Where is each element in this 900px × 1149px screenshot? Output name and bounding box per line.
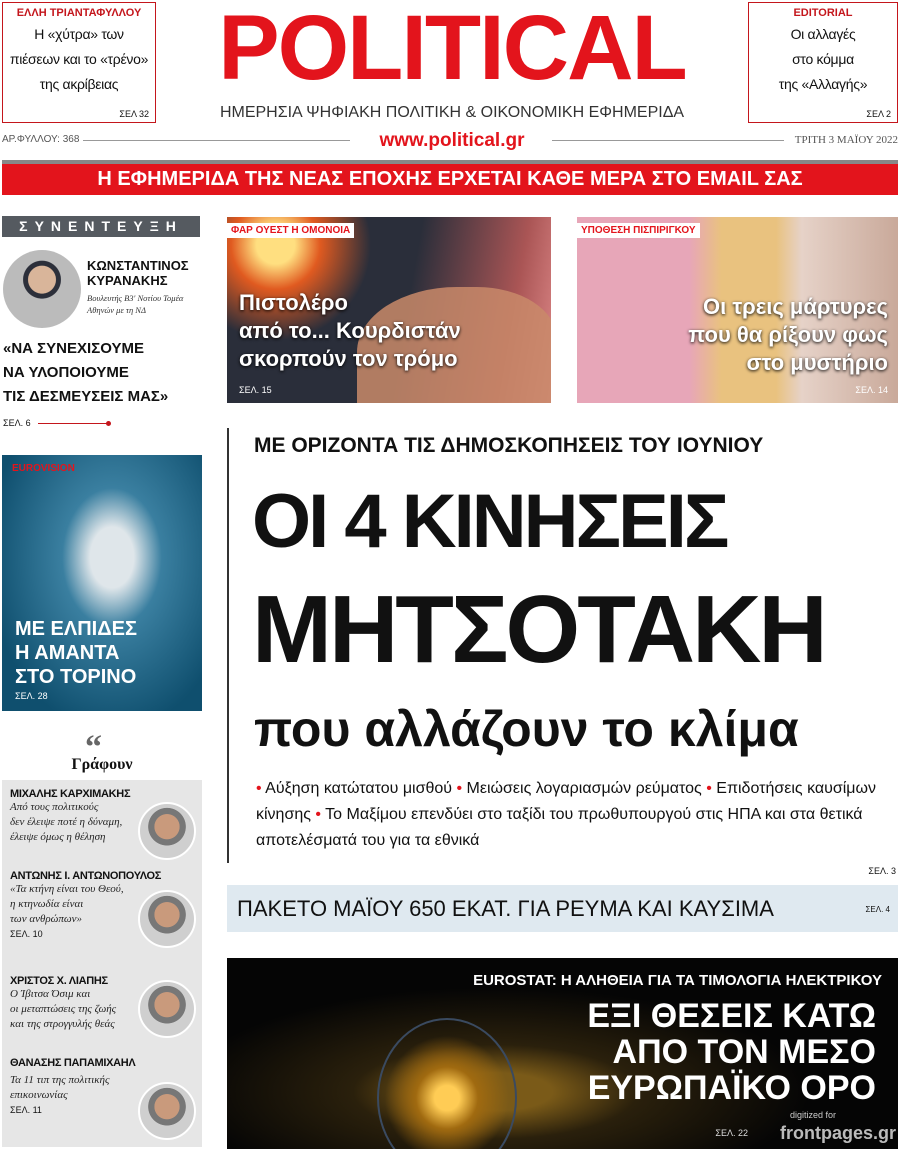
quote-mark-icon: “: [85, 729, 102, 766]
writer-name: ΧΡΙΣΤΟΣ Χ. ΛΙΑΠΗΣ: [10, 975, 108, 987]
interviewee-avatar: [3, 250, 81, 328]
newspaper-logo: POLITICAL: [218, 0, 686, 99]
role-line: Αθηνών με τη ΝΔ: [87, 305, 146, 315]
headline-line: ΕΥΡΩΠΑΪΚΟ ΟΡΟ: [587, 1069, 876, 1107]
writers-title: Γράφουν: [71, 756, 133, 773]
writer-line: η κτηνωδία είναι: [10, 898, 84, 910]
name-line: ΚΩΝΣΤΑΝΤΙΝΟΣ: [87, 258, 189, 273]
lead-bullets: [256, 776, 892, 854]
headline-line: που θα ρίξουν φως: [688, 322, 888, 347]
quote-line: ΤΙΣ ΔΕΣΜΕΥΣΕΙΣ ΜΑΣ»: [3, 388, 169, 405]
interview-quote[interactable]: [3, 337, 168, 409]
divider: [38, 423, 108, 424]
writer-name: ΘΑΝΑΣΗΣ ΠΑΠΑΜΙΧΑΗΛ: [10, 1057, 136, 1069]
site-url[interactable]: www.political.gr: [379, 130, 525, 151]
issue-number: ΑΡ.ΦΥΛΛΟΥ: 368: [2, 134, 83, 145]
eurovision-headline: [15, 617, 137, 689]
eurovision-page: ΣΕΛ. 28: [15, 691, 48, 701]
writer-item[interactable]: [10, 975, 116, 1032]
left-teaser-box[interactable]: [2, 2, 156, 123]
writer-avatar: [138, 1082, 196, 1140]
headline-line: στο μυστήριο: [746, 350, 888, 375]
interviewee-role: [87, 292, 183, 316]
story-tag: ΦΑΡ ΟΥΕΣΤ Η ΟΜΟΝΟΙΑ: [227, 223, 354, 238]
writer-avatar: [138, 980, 196, 1038]
writer-name: ΜΙΧΑΛΗΣ ΚΑΡΧΙΜΑΚΗΣ: [10, 788, 131, 800]
eurostat-page: ΣΕΛ. 22: [715, 1128, 748, 1138]
editorial-line: στο κόμμα: [792, 51, 854, 67]
bullet-icon: •: [315, 806, 321, 823]
bullet-icon: •: [456, 780, 463, 797]
writers-panel: [2, 780, 202, 1147]
bullet-icon: •: [706, 780, 712, 797]
email-banner[interactable]: Η ΕΦΗΜΕΡΙΔΑ ΤΗΣ ΝΕΑΣ ΕΠΟΧΗΣ ΕΡΧΕΤΑΙ ΚΑΘΕ ΜΕΡΑ ΣΤΟ EMAIL ΣΑΣ: [2, 160, 898, 195]
writer-line: Τα 11 τιπ της πολιτικής: [10, 1074, 110, 1086]
watermark-small: digitized for: [790, 1110, 837, 1120]
divider: [50, 140, 350, 141]
story-headline: [688, 293, 888, 377]
story-tag: ΥΠΟΘΕΣΗ ΠΙΣΠΙΡΙΓΚΟΥ: [577, 223, 700, 238]
writer-avatar: [138, 802, 196, 860]
name-line: ΚΥΡΑΝΑΚΗΣ: [87, 273, 168, 288]
story-page: ΣΕΛ. 15: [239, 385, 272, 395]
teaser-page: ΣΕΛ 32: [119, 109, 149, 119]
story-photo-witnesses[interactable]: [577, 217, 898, 403]
editorial-box[interactable]: [748, 2, 898, 123]
writer-line: οι μεταπτώσεις της ζωής: [10, 1003, 117, 1015]
package-page: ΣΕΛ. 4: [865, 905, 890, 914]
meta-row: [2, 130, 898, 152]
package-strip[interactable]: [227, 885, 898, 932]
writer-line: των ανθρώπων»: [10, 913, 83, 925]
eurostat-kicker: EUROSTAT: Η ΑΛΗΘΕΙΑ ΓΙΑ ΤΑ ΤΙΜΟΛΟΓΙΑ ΗΛΕΚΤΡΙΚΟΥ: [473, 972, 882, 989]
dot-icon: [106, 421, 111, 426]
headline-line: Η ΑΜΑΝΤΑ: [15, 642, 120, 664]
writer-line: και της στρογγυλής θεάς: [10, 1018, 115, 1030]
lead-page: ΣΕΛ. 3: [868, 866, 896, 876]
eurostat-headline: [587, 998, 876, 1106]
lightbulb-image: [377, 1018, 517, 1149]
package-headline: ΠΑΚΕΤΟ ΜΑΪΟΥ 650 ΕΚΑΤ. ΓΙΑ ΡΕΥΜΑ ΚΑΙ ΚΑΥΣΙΜΑ: [237, 896, 774, 921]
story-photo-gunman[interactable]: [227, 217, 551, 403]
interview-page: ΣΕΛ. 6: [3, 418, 31, 428]
story-headline: [239, 289, 461, 373]
quote-line: ΝΑ ΥΛΟΠΟΙΟΥΜΕ: [3, 364, 129, 381]
headline-line: ΣΤΟ ΤΟΡΙΝΟ: [15, 666, 137, 688]
tagline: ΗΜΕΡΗΣΙΑ ΨΗΦΙΑΚΗ ΠΟΛΙΤΙΚΗ & ΟΙΚΟΝΟΜΙΚΗ ΕΦΗΜΕΡΙΔΑ: [219, 104, 685, 121]
bullet-text: Επιδοτήσεις καυσίμων κίνησης: [256, 780, 877, 823]
writer-line: Ο Ίβιτσα Όσιμ και: [10, 988, 91, 1000]
writer-page: ΣΕΛ. 10: [10, 929, 43, 939]
role-line: Βουλευτής Β3' Νοτίου Τομέα: [87, 293, 184, 303]
headline-line: από το... Κουρδιστάν: [239, 318, 461, 343]
eurovision-tag: EUROVISION: [12, 463, 75, 474]
eurostat-story[interactable]: [227, 958, 898, 1149]
divider: [552, 140, 784, 141]
lead-headline-line3[interactable]: που αλλάζουν το κλίμα: [254, 701, 799, 757]
editorial-line: της «Αλλαγής»: [778, 76, 868, 92]
bullet-text: Μειώσεις λογαριασμών ρεύματος: [466, 780, 702, 797]
bullet-text: Αύξηση κατώτατου μισθού: [265, 780, 453, 797]
story-page: ΣΕΛ. 14: [855, 385, 888, 395]
teaser-line: πιέσεων και το «τρένο»: [9, 51, 149, 67]
headline-line: σκορπούν τον τρόμο: [239, 346, 458, 371]
writer-line: δεν έλειψε ποτέ η δύναμη,: [10, 816, 123, 828]
watermark: frontpages.gr: [779, 1123, 896, 1143]
writer-item[interactable]: [10, 870, 161, 939]
teaser-line: της ακρίβειας: [39, 76, 119, 92]
lead-rule: [227, 428, 229, 863]
writer-line: επικοινωνίας: [10, 1089, 68, 1101]
headline-line: Οι τρεις μάρτυρες: [703, 294, 888, 319]
headline-line: ΕΞΙ ΘΕΣΕΙΣ ΚΑΤΩ: [587, 997, 876, 1035]
writer-line: έλειψε όμως η θέληση: [10, 831, 106, 843]
writer-item[interactable]: [10, 788, 130, 845]
writer-line: «Τα κτήνη είναι του Θεού,: [10, 883, 124, 895]
bullet-text: Το Μαξίμου επενδύει στο ταξίδι του πρωθυπουργού στις ΗΠΑ και στα θετικά αποτελέσματά του για τα εθνικά: [256, 806, 863, 849]
eurovision-photo[interactable]: [2, 455, 202, 711]
headline-line: Πιστολέρο: [239, 290, 348, 315]
editorial-page: ΣΕΛ 2: [866, 109, 891, 119]
teaser-kicker: ΕΛΛΗ ΤΡΙΑΝΤΑΦΥΛΛΟΥ: [16, 7, 142, 19]
issue-date: ΤΡΙΤΗ 3 ΜΑΪΟΥ 2022: [791, 134, 898, 146]
lead-headline-line1[interactable]: ΟΙ 4 ΚΙΝΗΣΕΙΣ: [252, 479, 727, 564]
lead-kicker: ΜΕ ΟΡΙΖΟΝΤΑ ΤΙΣ ΔΗΜΟΣΚΟΠΗΣΕΙΣ ΤΟΥ ΙΟΥΝΙΟΥ: [254, 434, 764, 457]
quote-line: «ΝΑ ΣΥΝΕΧΙΣΟΥΜΕ: [3, 340, 144, 357]
editorial-kicker: EDITORIAL: [793, 7, 853, 19]
headline-line: ΑΠΟ ΤΟΝ ΜΕΣΟ: [612, 1033, 876, 1071]
interviewee-name: [87, 258, 189, 288]
headline-line: ΜΕ ΕΛΠΙΔΕΣ: [15, 618, 137, 640]
editorial-line: Οι αλλαγές: [790, 26, 856, 42]
writer-item[interactable]: [10, 1057, 135, 1115]
interview-header: ΣΥΝΕΝΤΕΥΞΗ: [2, 216, 200, 237]
teaser-line: Η «χύτρα» των: [34, 26, 124, 42]
writer-name: ΑΝΤΩΝΗΣ Ι. ΑΝΤΩΝΟΠΟΥΛΟΣ: [10, 870, 162, 882]
lead-headline-line2[interactable]: ΜΗΤΣΟΤΑΚΗ: [252, 576, 825, 683]
bullet-icon: •: [256, 780, 262, 797]
writer-page: ΣΕΛ. 11: [10, 1105, 42, 1115]
writer-line: Από τους πολιτικούς: [10, 801, 99, 813]
